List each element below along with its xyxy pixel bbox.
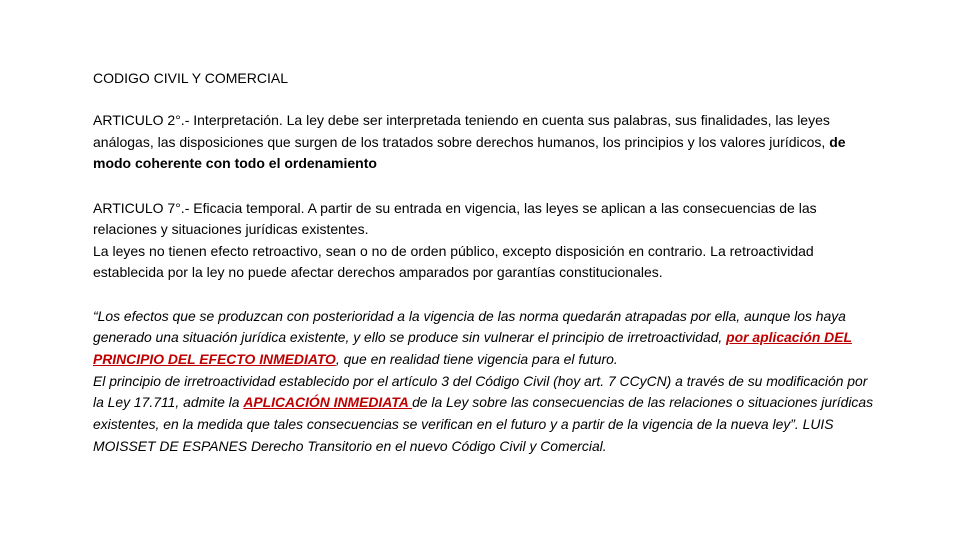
quote-highlight-aplicacion-inmediata: APLICACIÓN INMEDIATA [243,394,413,411]
article-7-heading: ARTICULO 7°.- [93,199,190,216]
article-7-paragraph [93,198,878,284]
quote-part-3: El principio de irretroactividad establecido por el artículo 3 del Código Civil (hoy art. 7 CCyCN) a través de su modificación por la Ley 17.711, admite la [93,372,868,411]
quote-part-2: , que en realidad tiene vigencia para el futuro. [335,350,618,367]
document-title: CODIGO CIVIL Y COMERCIAL [93,70,289,86]
article-2-text: Interpretación. La ley debe ser interpretada teniendo en cuenta sus palabras, sus finalidades, las leyes análogas, las disposiciones que surgen de los tratados sobre derechos humanos, los principios y los valores jurídicos, [93,112,830,150]
article-2-emphasis: de modo coherente con todo el ordenamiento [93,133,846,171]
article-7-text-2: La leyes no tienen efecto retroactivo, sean o no de orden público, excepto disposición en contrario. La retroactividad establecida por la ley no puede afectar derechos amparados por garantías constitucionales. [93,242,814,280]
document-body [93,68,878,457]
quote-part-1: “Los efectos que se produzcan con posterioridad a la vigencia de las norma quedarán atrapadas por ella, aunque los haya generado una situación jurídica existente, y ello se produce sin vulnerar el principio de irretroactividad, [93,307,846,346]
article-7-text-1: Eficacia temporal. A partir de su entrada en vigencia, las leyes se aplican a las consecuencias de las relaciones y situaciones jurídicas existentes. [93,199,817,237]
article-2-paragraph [93,110,878,175]
quote-highlight-efecto-inmediato: por aplicación DEL PRINCIPIO DEL EFECTO INMEDIATO [93,329,852,367]
quote-part-4: de la Ley sobre las consecuencias de las relaciones o situaciones jurídicas existentes, en la medida que tales consecuencias se verifican en el futuro y a partir de la vigencia de la nueva ley”. LUIS MOISSET DE ESPANES Derecho Transitorio en el nuevo Código Civil y Comercial. [93,394,874,454]
doctrine-quote [93,306,878,458]
article-2-heading: ARTICULO 2°.- [93,112,190,128]
